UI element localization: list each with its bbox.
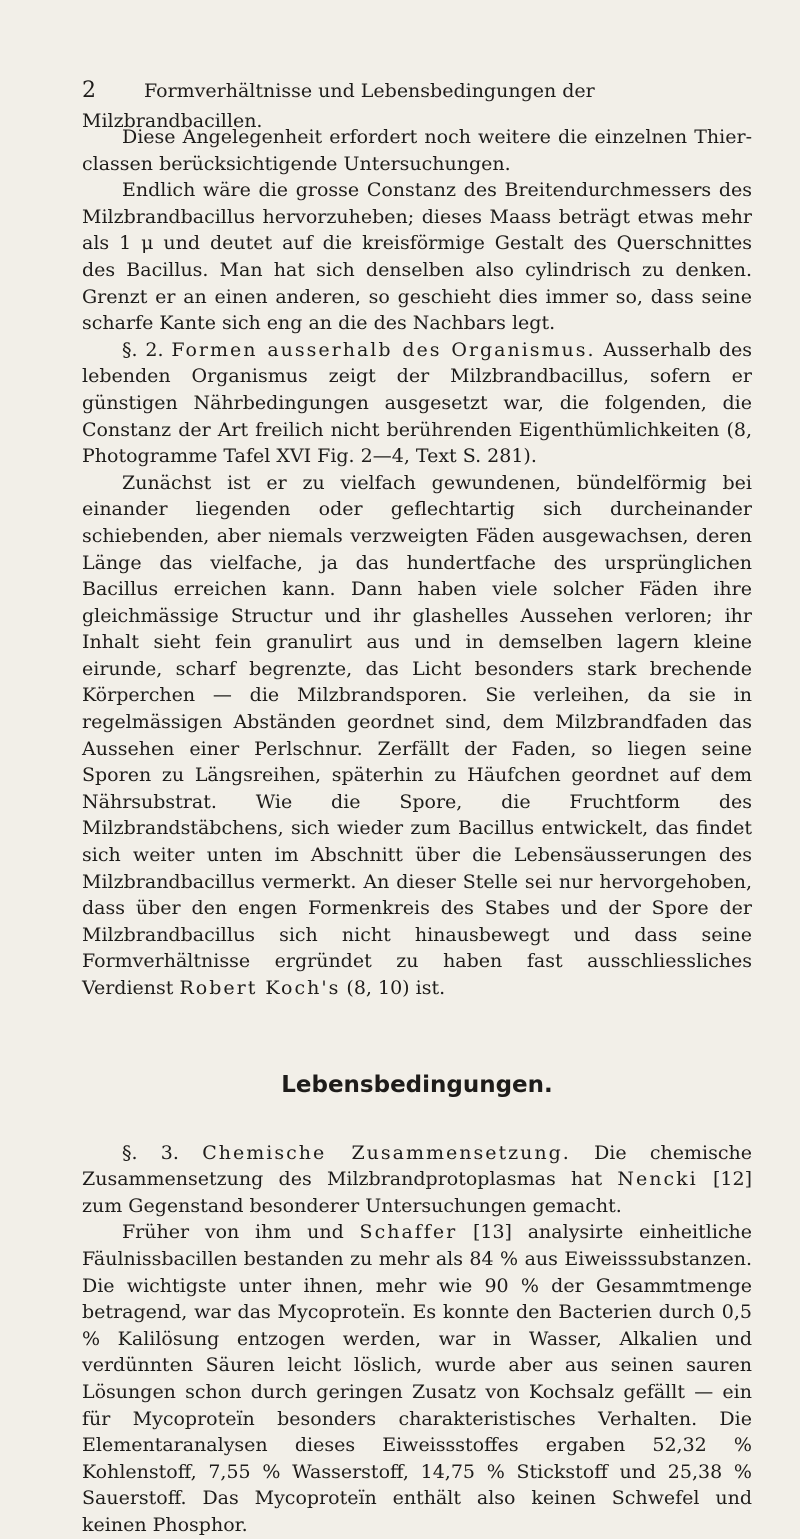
section-heading: Lebensbedingungen. — [281, 1071, 553, 1098]
section-title: Chemische Zusammensetzung. — [202, 1141, 571, 1164]
page-body — [82, 124, 752, 1539]
paragraph-6 — [82, 1219, 752, 1538]
paragraph-1: Diese Angelegenheit erfordert noch weitere die einzelnen Thier-classen berücksichtigende Untersuchungen. — [82, 126, 752, 175]
paragraph-5-text: Die chemische Zusammensetzung des Milzbrandprotoplasmas hat — [82, 1141, 752, 1191]
paragraph-4 — [82, 470, 752, 1002]
section-text: Ausserhalb des lebenden Organismus zeigt der Milzbrandbacillus, sofern er günstigen Nährbedingungen ausgesetzt war, die folgenden, die Constanz der Art freilich nicht berührenden Eigenthümlichkeiten (8, Photogramme Tafel XVI Fig. 2—4, Text S. 281). — [82, 338, 752, 468]
author-name: Nencki — [617, 1168, 698, 1191]
paragraph-2: Endlich wäre die grosse Constanz des Breitendurchmessers des Milzbrandbacillus hervorzuheben; dieses Maass beträgt etwas mehr als 1 μ und deutet auf die kreisförmige Gestalt des Querschnittes des Bacillus. Man hat sich denselben also cylindrisch zu denken. Grenzt er an einen anderen, so geschieht dies immer so, dass seine scharfe Kante sich eng an die des Nachbars legt. — [82, 179, 752, 335]
running-header — [82, 76, 740, 132]
section-title: Formen ausserhalb des Organismus. — [171, 338, 596, 361]
paragraph-section-2 — [82, 337, 752, 470]
paragraph-4-text: Zunächst ist er zu vielfach gewundenen, bündelförmig bei einander liegenden oder geflechtartig sich durcheinander schiebenden, aber niemals verzweigten Fäden ausgewachsen, deren Länge das vielfache, ja das hundertfache des ursprünglichen Bacillus erreichen kann. Dann haben viele solcher Fäden ihre gleichmässige Structur und ihr glashelles Aussehen verloren; ihr Inhalt sieht fein granulirt aus und in demselben lagern kleine eirunde, scharf begrenzte, das Licht besonders stark brechende Körperchen — die Milzbrandsporen. Sie verleihen, da sie in regelmässigen Abständen geordnet sind, dem Milzbrandfaden das Aussehen einer Perlschnur. Zerfällt der Faden, so liegen seine Sporen zu Längsreihen, späterhin zu Häufchen geordnet auf dem Nährsubstrat. Wie die Spore, die Fruchtform des Milzbrandstäbchens, sich wieder zum Bacillus entwickelt, das findet sich weiter unten im Abschnitt über die Lebensäusserungen des Milzbrandbacillus vermerkt. An dieser Stelle sei nur hervorgehoben, dass über den engen Formenkreis des Stabes und der Spore der Milzbrandbacillus sich nicht hinausbewegt und dass seine Formverhältnisse ergründet zu haben fast ausschliessliches Verdienst — [82, 471, 752, 999]
section-label: §. 3. — [122, 1141, 179, 1164]
paragraph-section-3 — [82, 1140, 752, 1220]
paragraph-6-text: Früher von ihm und — [122, 1221, 344, 1244]
paragraph-4-end: (8, 10) ist. — [346, 977, 446, 999]
section-label: §. 2. — [122, 338, 164, 361]
paragraph-5-end: [12] zum Gegenstand besonderer Untersuchungen gemacht. — [82, 1168, 753, 1217]
paragraph-6-end: [13] analysirte einheitliche Fäulnissbacillen bestanden zu mehr als 84 % aus Eiweisssubstanzen. Die wichtigste unter ihnen, mehr wie 90 % der Gesammtmenge betragend, war das Mycoproteïn. Es konnte den Bacterien durch 0,5 % Kalilösung entzogen werden, war in Wasser, Alkalien und verdünnten Säuren leicht löslich, wurde aber aus seinen sauren Lösungen schon durch geringen Zusatz von Kochsalz gefällt — ein für Mycoproteïn besonders charakteristisches Verhalten. Die Elementaranalysen dieses Eiweissstoffes ergaben 52,32 % Kohlenstoff, 7,55 % Wasserstoff, 14,75 % Stickstoff und 25,38 % Sauerstoff. Das Mycoproteïn enthält also keinen Schwefel und keinen Phosphor. — [82, 1221, 753, 1536]
author-name: Robert Koch's — [179, 977, 341, 999]
page-number: 2 — [82, 78, 96, 103]
running-title: Formverhältnisse und Lebensbedingungen der Milzbrandbacillen. — [82, 80, 595, 132]
author-name: Schaffer — [359, 1221, 458, 1244]
